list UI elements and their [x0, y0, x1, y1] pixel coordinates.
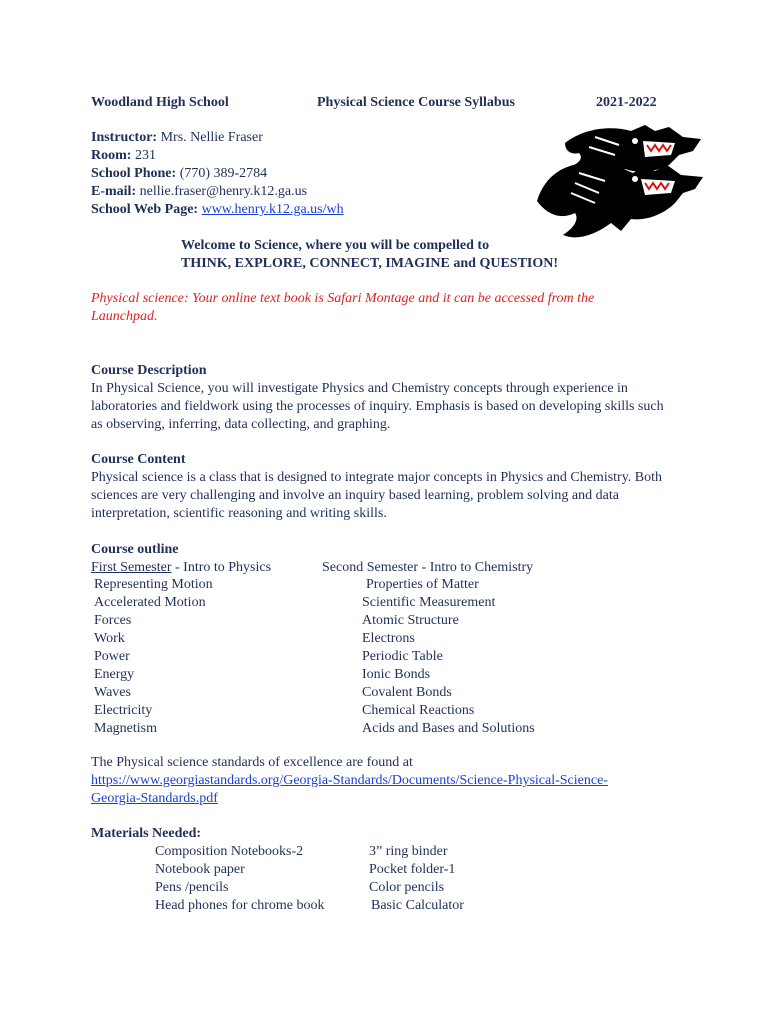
list-item: Pens /pencils: [155, 880, 229, 895]
phone-label: School Phone:: [91, 166, 177, 181]
list-item: Power: [94, 649, 130, 664]
welcome-line-2: THINK, EXPLORE, CONNECT, IMAGINE and QUESTION!: [181, 256, 559, 271]
materials-left-list: [155, 843, 325, 915]
list-item: Composition Notebooks-2: [155, 844, 304, 859]
course-content-text: Physical science is a class that is designed to integrate major concepts in Physics and Chemistry. Both sciences are very challenging and involve an inquiry based learning, problem solving and data interpretation, scientific reasoning and writing skills.: [91, 470, 663, 521]
standards-link-line-2[interactable]: Georgia-Standards.pdf: [91, 791, 218, 806]
list-item: Scientific Measurement: [362, 595, 496, 610]
list-item: Periodic Table: [362, 649, 443, 664]
list-item: Representing Motion: [94, 577, 213, 592]
email-address[interactable]: nellie.fraser@henry.k12.ga.us: [139, 184, 308, 199]
list-item: Covalent Bonds: [362, 685, 452, 700]
welcome-line-1: Welcome to Science, where you will be compelled to: [181, 238, 490, 253]
list-item: Ionic Bonds: [362, 667, 431, 682]
first-semester-label: First Semester: [91, 560, 172, 575]
list-item: Accelerated Motion: [94, 595, 206, 610]
list-item: Pocket folder-1: [369, 862, 456, 877]
materials-right-list: [369, 843, 464, 915]
first-semester-list: [94, 576, 213, 738]
room-label: Room:: [91, 148, 132, 163]
instructor-line: [91, 129, 263, 147]
room-line: [91, 147, 156, 165]
list-item: Work: [94, 631, 125, 646]
list-item: Basic Calculator: [371, 898, 464, 913]
document-title: Physical Science Course Syllabus: [317, 95, 515, 110]
list-item: Notebook paper: [155, 862, 245, 877]
course-outline-heading: Course outline: [91, 542, 179, 557]
phone-number: (770) 389-2784: [179, 166, 268, 181]
phone-line: [91, 165, 267, 183]
email-line: [91, 183, 307, 201]
school-name: Woodland High School: [91, 95, 229, 110]
list-item: Forces: [94, 613, 132, 628]
list-item: 3” ring binder: [369, 844, 448, 859]
list-item: Chemical Reactions: [362, 703, 475, 718]
instructor-label: Instructor:: [91, 130, 158, 145]
second-semester-list: [362, 576, 535, 738]
standards-text: The Physical science standards of excellence are found at: [91, 755, 413, 770]
wolf-mascot-logo: [535, 123, 707, 245]
second-semester-title: Second Semester - Intro to Chemistry: [322, 560, 534, 575]
list-item: Atomic Structure: [362, 613, 459, 628]
list-item: Acids and Bases and Solutions: [362, 721, 535, 736]
list-item: Properties of Matter: [366, 577, 479, 592]
first-semester-suffix: - Intro to Physics: [171, 560, 272, 575]
list-item: Head phones for chrome book: [155, 898, 325, 913]
course-content-heading: Course Content: [91, 452, 186, 467]
room-number: 231: [134, 148, 156, 163]
web-label: School Web Page:: [91, 202, 199, 217]
email-label: E-mail:: [91, 184, 137, 199]
list-item: Energy: [94, 667, 135, 682]
list-item: Color pencils: [369, 880, 445, 895]
materials-heading: Materials Needed:: [91, 826, 202, 841]
course-description-heading: Course Description: [91, 363, 207, 378]
instructor-name: Mrs. Nellie Fraser: [160, 130, 263, 145]
list-item: Electricity: [94, 703, 153, 718]
course-description-text: In Physical Science, you will investigate Physics and Chemistry concepts through experience in laboratories and fieldwork using the processes of inquiry. Emphasis is based on developing skills such as observing, inferring, data collecting, and graphing.: [91, 381, 664, 432]
list-item: Electrons: [362, 631, 415, 646]
school-web-link[interactable]: www.henry.k12.ga.us/wh: [201, 202, 344, 217]
standards-link-line-1[interactable]: https://www.georgiastandards.org/Georgia-Standards/Documents/Science-Physical-Science-: [91, 773, 608, 788]
web-line: [91, 201, 344, 219]
list-item: Waves: [94, 685, 131, 700]
school-year: 2021-2022: [596, 95, 657, 110]
list-item: Magnetism: [94, 721, 157, 736]
first-semester-title: [91, 559, 271, 577]
textbook-notice: Physical science: Your online text book is Safari Montage and it can be accessed from the Launchpad.: [91, 291, 595, 324]
